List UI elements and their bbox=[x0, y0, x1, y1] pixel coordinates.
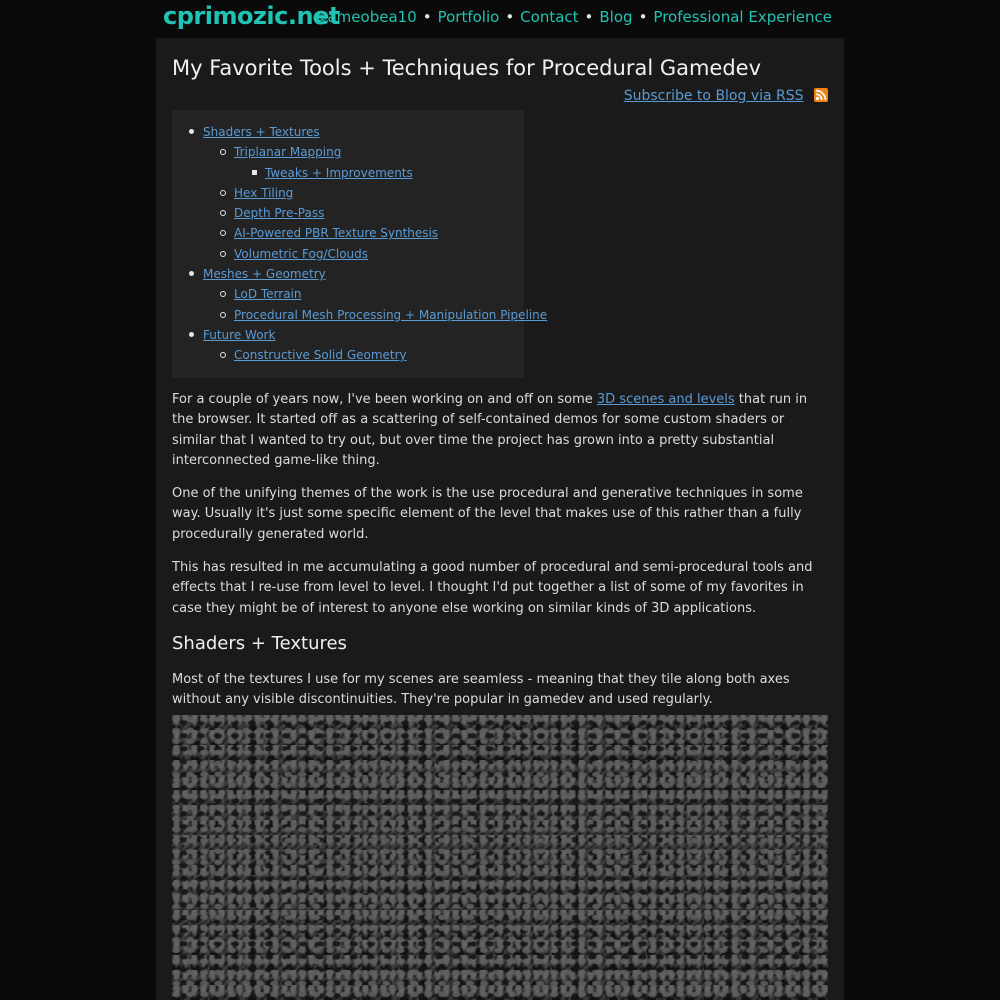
toc-link-mesh-processing-pipeline[interactable]: Procedural Mesh Processing + Manipulation Pipeline bbox=[234, 307, 548, 322]
site-header bbox=[0, 0, 1000, 38]
toc-link-volumetric-fog-clouds[interactable]: Volumetric Fog/Clouds bbox=[234, 246, 369, 261]
toc-item bbox=[172, 203, 524, 223]
toc-link-future-work[interactable]: Future Work bbox=[203, 327, 276, 342]
toc-bullet bbox=[252, 170, 257, 175]
nav-separator: • bbox=[422, 8, 432, 26]
toc-item bbox=[172, 284, 524, 304]
intro-text: that run in the browser. It started off as a scattering of self-contained demos for some custom shaders or similar that I wanted to try out, but over time the project has grown into a pretty substantial interconnected game-like thing. bbox=[172, 392, 808, 468]
intro-paragraph bbox=[172, 390, 828, 471]
intro-text: For a couple of years now, I've been working on and off on some bbox=[172, 392, 597, 407]
rss-subscribe-link[interactable]: Subscribe to Blog via RSS bbox=[623, 88, 804, 104]
site-title-link[interactable]: cprimozic.net bbox=[163, 2, 340, 30]
rss-subscribe bbox=[624, 88, 828, 104]
nav-contact-link[interactable]: Contact bbox=[520, 8, 579, 26]
toc-bullet bbox=[189, 129, 194, 134]
toc-bullet bbox=[189, 332, 194, 337]
nav-separator: • bbox=[505, 8, 515, 26]
seamless-rock-texture-image bbox=[172, 715, 828, 1000]
toc-bullet bbox=[220, 210, 226, 216]
toc-item bbox=[172, 183, 524, 203]
toc-link-shaders-textures[interactable]: Shaders + Textures bbox=[203, 125, 320, 139]
toc-item bbox=[172, 223, 524, 243]
nav-separator: • bbox=[584, 8, 594, 26]
section-heading-shaders-textures: Shaders + Textures bbox=[172, 632, 347, 654]
toc-item bbox=[172, 264, 524, 284]
toc-bullet bbox=[220, 190, 226, 196]
paragraph-tools-list: This has resulted in me accumulating a good number of procedural and semi-procedural tools and effects that I re-use from level to level. I thought I'd put together a list of some of my favorites in case they might be of interest to anyone else working on similar kinds of 3D applications. bbox=[172, 560, 813, 616]
toc-item bbox=[172, 345, 524, 365]
toc-item bbox=[172, 122, 524, 142]
toc-link-tweaks-improvements[interactable]: Tweaks + Improvements bbox=[265, 165, 413, 180]
paragraph-unifying-themes: One of the unifying themes of the work is the use procedural and generative techniques in some way. Usually it's just some specific element of the level that makes use of this rather than a fully procedurally generated world. bbox=[172, 486, 803, 542]
nav-portfolio-link[interactable]: Portfolio bbox=[437, 8, 500, 26]
nav-separator: • bbox=[638, 8, 648, 26]
toc-link-ai-pbr-texture-synthesis[interactable]: AI-Powered PBR Texture Synthesis bbox=[234, 226, 439, 241]
toc-link-depth-pre-pass[interactable]: Depth Pre-Pass bbox=[234, 206, 325, 221]
toc-link-constructive-solid-geometry[interactable]: Constructive Solid Geometry bbox=[234, 348, 407, 363]
toc-item bbox=[172, 163, 524, 183]
nav-twitter-link[interactable]: @ameobea10 bbox=[312, 8, 417, 26]
toc-item bbox=[172, 305, 548, 325]
paragraph-seamless-textures: Most of the textures I use for my scenes are seamless - meaning that they tile along both axes without any visible discontinuities. They're popular in gamedev and used regularly. bbox=[172, 671, 790, 708]
toc-bullet bbox=[189, 271, 194, 276]
toc-item bbox=[172, 325, 524, 345]
top-nav bbox=[312, 8, 832, 26]
toc-item bbox=[172, 244, 524, 264]
toc-bullet bbox=[220, 291, 226, 297]
toc-bullet bbox=[220, 312, 226, 318]
article-body bbox=[172, 390, 828, 757]
nav-professional-experience-link[interactable]: Professional Experience bbox=[653, 8, 832, 26]
toc-bullet bbox=[220, 230, 226, 236]
page-title: My Favorite Tools + Techniques for Procedural Gamedev bbox=[172, 56, 762, 80]
nav-blog-link[interactable]: Blog bbox=[599, 8, 633, 26]
rss-icon[interactable] bbox=[814, 88, 828, 102]
toc-item bbox=[172, 142, 524, 162]
toc-link-meshes-geometry[interactable]: Meshes + Geometry bbox=[203, 267, 326, 282]
toc-link-lod-terrain[interactable]: LoD Terrain bbox=[234, 287, 302, 302]
table-of-contents bbox=[172, 110, 548, 378]
toc-bullet bbox=[220, 251, 226, 257]
toc-link-triplanar-mapping[interactable]: Triplanar Mapping bbox=[234, 145, 342, 160]
toc-bullet bbox=[220, 149, 226, 155]
3d-scenes-link[interactable]: 3D scenes and levels bbox=[596, 392, 735, 407]
toc-link-hex-tiling[interactable]: Hex Tiling bbox=[234, 185, 294, 200]
toc-bullet bbox=[220, 352, 226, 358]
